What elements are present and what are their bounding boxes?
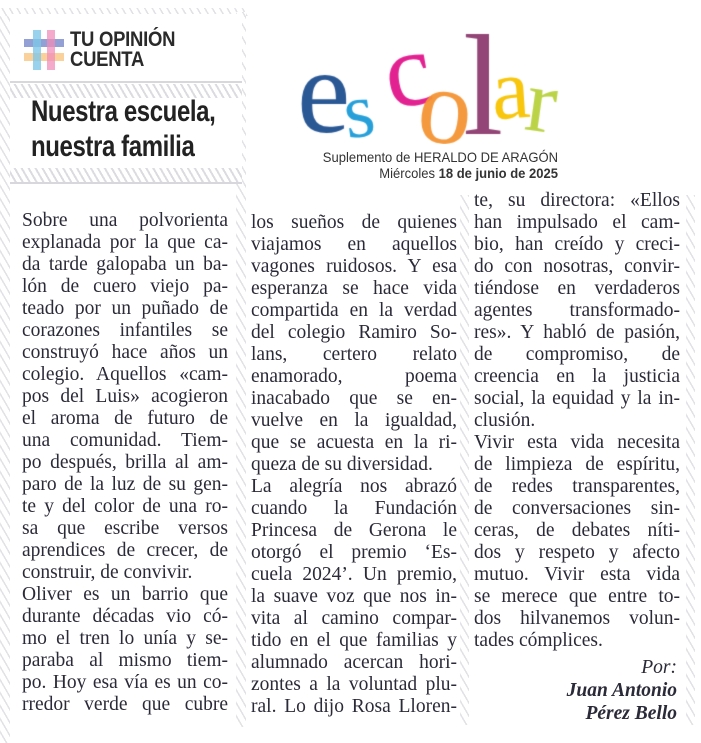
text-line: clusión. (474, 410, 536, 431)
text-line: do con nosotras, convir- (474, 256, 680, 277)
text-line: res». Y habló de pasión, (474, 322, 680, 343)
article-column-3 (474, 190, 680, 652)
text-line: paro de la luz de su gen- (22, 474, 228, 495)
text-line: han impulsado el cam- (474, 212, 680, 233)
text-line: aprendices de crecer, de (22, 540, 228, 561)
text-line: cuela 2024’. Un premio, (251, 564, 457, 585)
text-line: zontes a la voluntad plu- (251, 674, 457, 695)
text-line: una comunidad. Tiem- (22, 430, 228, 451)
text-line: tades cómplices. (474, 630, 603, 651)
text-line: mutuo. Vivir esta vida (474, 564, 680, 585)
text-line: construir, de convivir. (22, 562, 193, 583)
text-line: te, su directora: «Ellos (474, 190, 680, 211)
text-line: de limpieza de espíritu, (474, 454, 680, 475)
supplement-info (316, 149, 558, 181)
header-rule (10, 81, 242, 83)
text-line: po. Hoy esa vía es un co- (22, 672, 228, 693)
text-line: sa que escribe versos (22, 518, 228, 539)
header-rule (10, 182, 242, 184)
text-line: lans, certero relato (251, 344, 457, 365)
text-line: rredor verde que cubre (22, 694, 228, 715)
byline-prefix: Por: (641, 657, 677, 678)
text-line: queza de su diversidad. (251, 454, 433, 475)
text-line: agentes transformado- (474, 300, 680, 321)
column-divider-2 (460, 195, 469, 725)
text-line: mo el tren lo unía y se- (22, 628, 228, 649)
article-column-2 (251, 212, 457, 718)
text-line: construyó hace años un (22, 342, 228, 363)
text-line: paraba al mismo tiem- (22, 650, 228, 671)
author-name: Pérez Bello (585, 703, 677, 724)
text-line: ceras, de debates níti- (474, 520, 680, 541)
text-line: teado por un puñado de (22, 298, 228, 319)
header-hatch-band (10, 168, 242, 182)
text-line: inacabado que se en- (251, 388, 457, 409)
text-line: dos hilvanemos volun- (474, 608, 680, 629)
text-line: ral. Lo dijo Rosa Lloren- (251, 696, 457, 717)
text-line: te y del color de una ro- (22, 496, 228, 517)
text-line: bio, han creído y creci- (474, 234, 680, 255)
text-line: compartida en la verdad (251, 300, 457, 321)
text-line: pos del Luis» acogieron (22, 386, 228, 407)
text-line: otorgó el premio ‘Es- (251, 542, 457, 563)
text-line: La alegría nos abrazó (251, 476, 457, 497)
headline-line: nuestra familia (31, 130, 195, 163)
supplement-name: Suplemento de HERALDO DE ARAGÓN (322, 149, 558, 165)
hashtag-icon (24, 30, 64, 70)
kicker-line: TU OPINIÓN (70, 28, 176, 51)
text-line: se merece que entre to- (474, 586, 680, 607)
text-line: dos y respeto y afecto (474, 542, 680, 563)
text-line: Sobre una polvorienta (22, 210, 228, 231)
text-line: esperanza se hace vida (251, 278, 457, 299)
text-line: que se acuesta en la ri- (251, 432, 457, 453)
text-line: lón de cuero viejo pa- (22, 276, 228, 297)
kicker-line: CUENTA (70, 48, 145, 71)
text-line: Princesa de Gerona le (251, 520, 457, 541)
article-column-1 (22, 210, 228, 716)
text-line: durante décadas vio có- (22, 606, 228, 627)
text-line: vuelve en la igualdad, (251, 410, 457, 431)
article-headline (31, 94, 215, 164)
text-line: Oliver es un barrio que (22, 584, 228, 605)
text-line: alumnado acercan hori- (251, 652, 457, 673)
text-line: cuando la Fundación (251, 498, 457, 519)
text-line: de redes transparentes, (474, 476, 680, 497)
text-line: creencia en la justicia (474, 366, 680, 387)
publication-date: 18 de junio de 2025 (438, 165, 558, 181)
paragraph (22, 210, 228, 584)
headline-line: Nuestra escuela, (31, 95, 216, 128)
text-line: de conversaciones sin- (474, 498, 680, 519)
text-line: Vivir esta vida necesita (474, 432, 680, 453)
text-line: enamorado, poema (251, 366, 457, 387)
author-name: Juan Antonio (566, 680, 677, 701)
text-line: tido en el que familias y (251, 630, 457, 651)
text-line: de compromiso, de (474, 344, 680, 365)
text-line: colegio. Aquellos «cam- (22, 364, 228, 385)
text-line: vita al camino compar- (251, 608, 457, 629)
text-line: tiéndose en verdaderos (474, 278, 680, 299)
text-line: el aroma de futuro de (22, 408, 228, 429)
paragraph (251, 212, 457, 476)
byline (474, 656, 677, 725)
text-line: viajamos en aquellos (251, 234, 457, 255)
text-line: corazones infantiles se (22, 320, 228, 341)
text-line: da tarde galopaba un ba- (22, 254, 228, 275)
section-kicker (70, 30, 175, 70)
text-line: la suave voz que nos in- (251, 586, 457, 607)
text-line: social, la equidad y la in- (474, 388, 680, 409)
escolar-logo (295, 14, 595, 144)
paragraph (474, 190, 680, 432)
paragraph (22, 584, 228, 716)
publication-day: Miércoles (379, 165, 435, 181)
text-line: explanada por la que ca- (22, 232, 228, 253)
text-line: po después, brilla al am- (22, 452, 228, 473)
text-line: vagones ruidosos. Y esa (251, 256, 457, 277)
paragraph (251, 476, 457, 718)
paragraph (474, 432, 680, 652)
text-line: del colegio Ramiro So- (251, 322, 457, 343)
hatch-border-left (0, 12, 10, 743)
column-divider-3 (686, 195, 695, 725)
text-line: los sueños de quienes (251, 212, 457, 233)
